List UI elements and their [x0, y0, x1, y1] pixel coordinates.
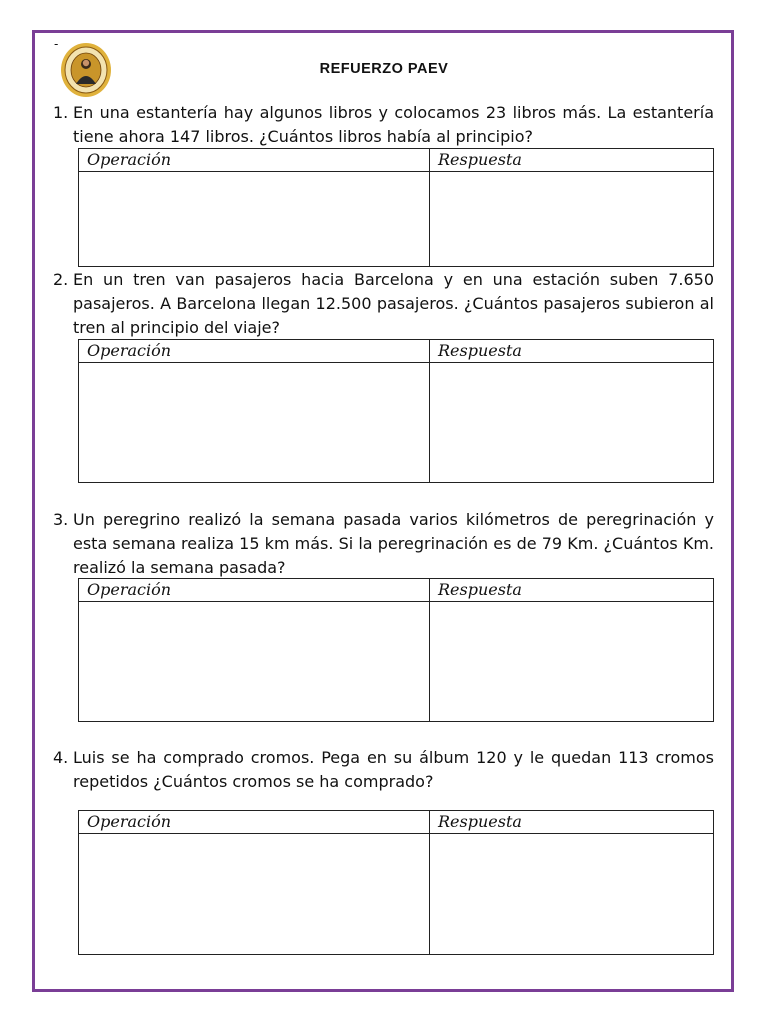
- problem-number: 2.: [53, 270, 69, 289]
- problem-text: En una estantería hay algunos libros y colocamos 23 libros más. La estantería tiene ahora 147 libros. ¿Cuántos libros había al principio?: [73, 103, 714, 146]
- problem-3: [53, 508, 714, 580]
- answer-label: Respuesta: [430, 340, 713, 363]
- problem-text: Un peregrino realizó la semana pasada varios kilómetros de peregrinación y esta semana realiza 15 km más. Si la peregrinación es de 79 Km. ¿Cuántos Km. realizó la semana pasada?: [73, 510, 714, 577]
- answer-table-1: [78, 148, 714, 267]
- problem-number: 1.: [53, 103, 69, 122]
- operation-label: Operación: [79, 149, 429, 172]
- answer-label: Respuesta: [430, 811, 713, 834]
- problem-2: [53, 268, 714, 340]
- answer-table-4: [78, 810, 714, 955]
- problem-1: [53, 101, 714, 149]
- problem-text: En un tren van pasajeros hacia Barcelona y en una estación suben 7.650 pasajeros. A Barcelona llegan 12.500 pasajeros. ¿Cuántos pasajeros subieron al tren al principio del viaje?: [73, 270, 714, 337]
- operation-column: [79, 579, 430, 721]
- worksheet-title: REFUERZO PAEV: [319, 61, 449, 77]
- answer-table-3: [78, 578, 714, 722]
- operation-label: Operación: [79, 340, 429, 363]
- operation-label: Operación: [79, 811, 429, 834]
- answer-column: [430, 149, 713, 266]
- answer-label: Respuesta: [430, 149, 713, 172]
- problem-number: 4.: [53, 748, 69, 767]
- answer-column: [430, 811, 713, 954]
- operation-label: Operación: [79, 579, 429, 602]
- corner-dash: -: [54, 37, 59, 51]
- answer-label: Respuesta: [430, 579, 713, 602]
- operation-column: [79, 811, 430, 954]
- answer-table-2: [78, 339, 714, 483]
- problem-4: [53, 746, 714, 794]
- operation-column: [79, 149, 430, 266]
- problem-number: 3.: [53, 510, 69, 529]
- answer-column: [430, 340, 713, 482]
- answer-column: [430, 579, 713, 721]
- problem-text: Luis se ha comprado cromos. Pega en su álbum 120 y le quedan 113 cromos repetidos ¿Cuántos cromos se ha comprado?: [73, 748, 714, 791]
- operation-column: [79, 340, 430, 482]
